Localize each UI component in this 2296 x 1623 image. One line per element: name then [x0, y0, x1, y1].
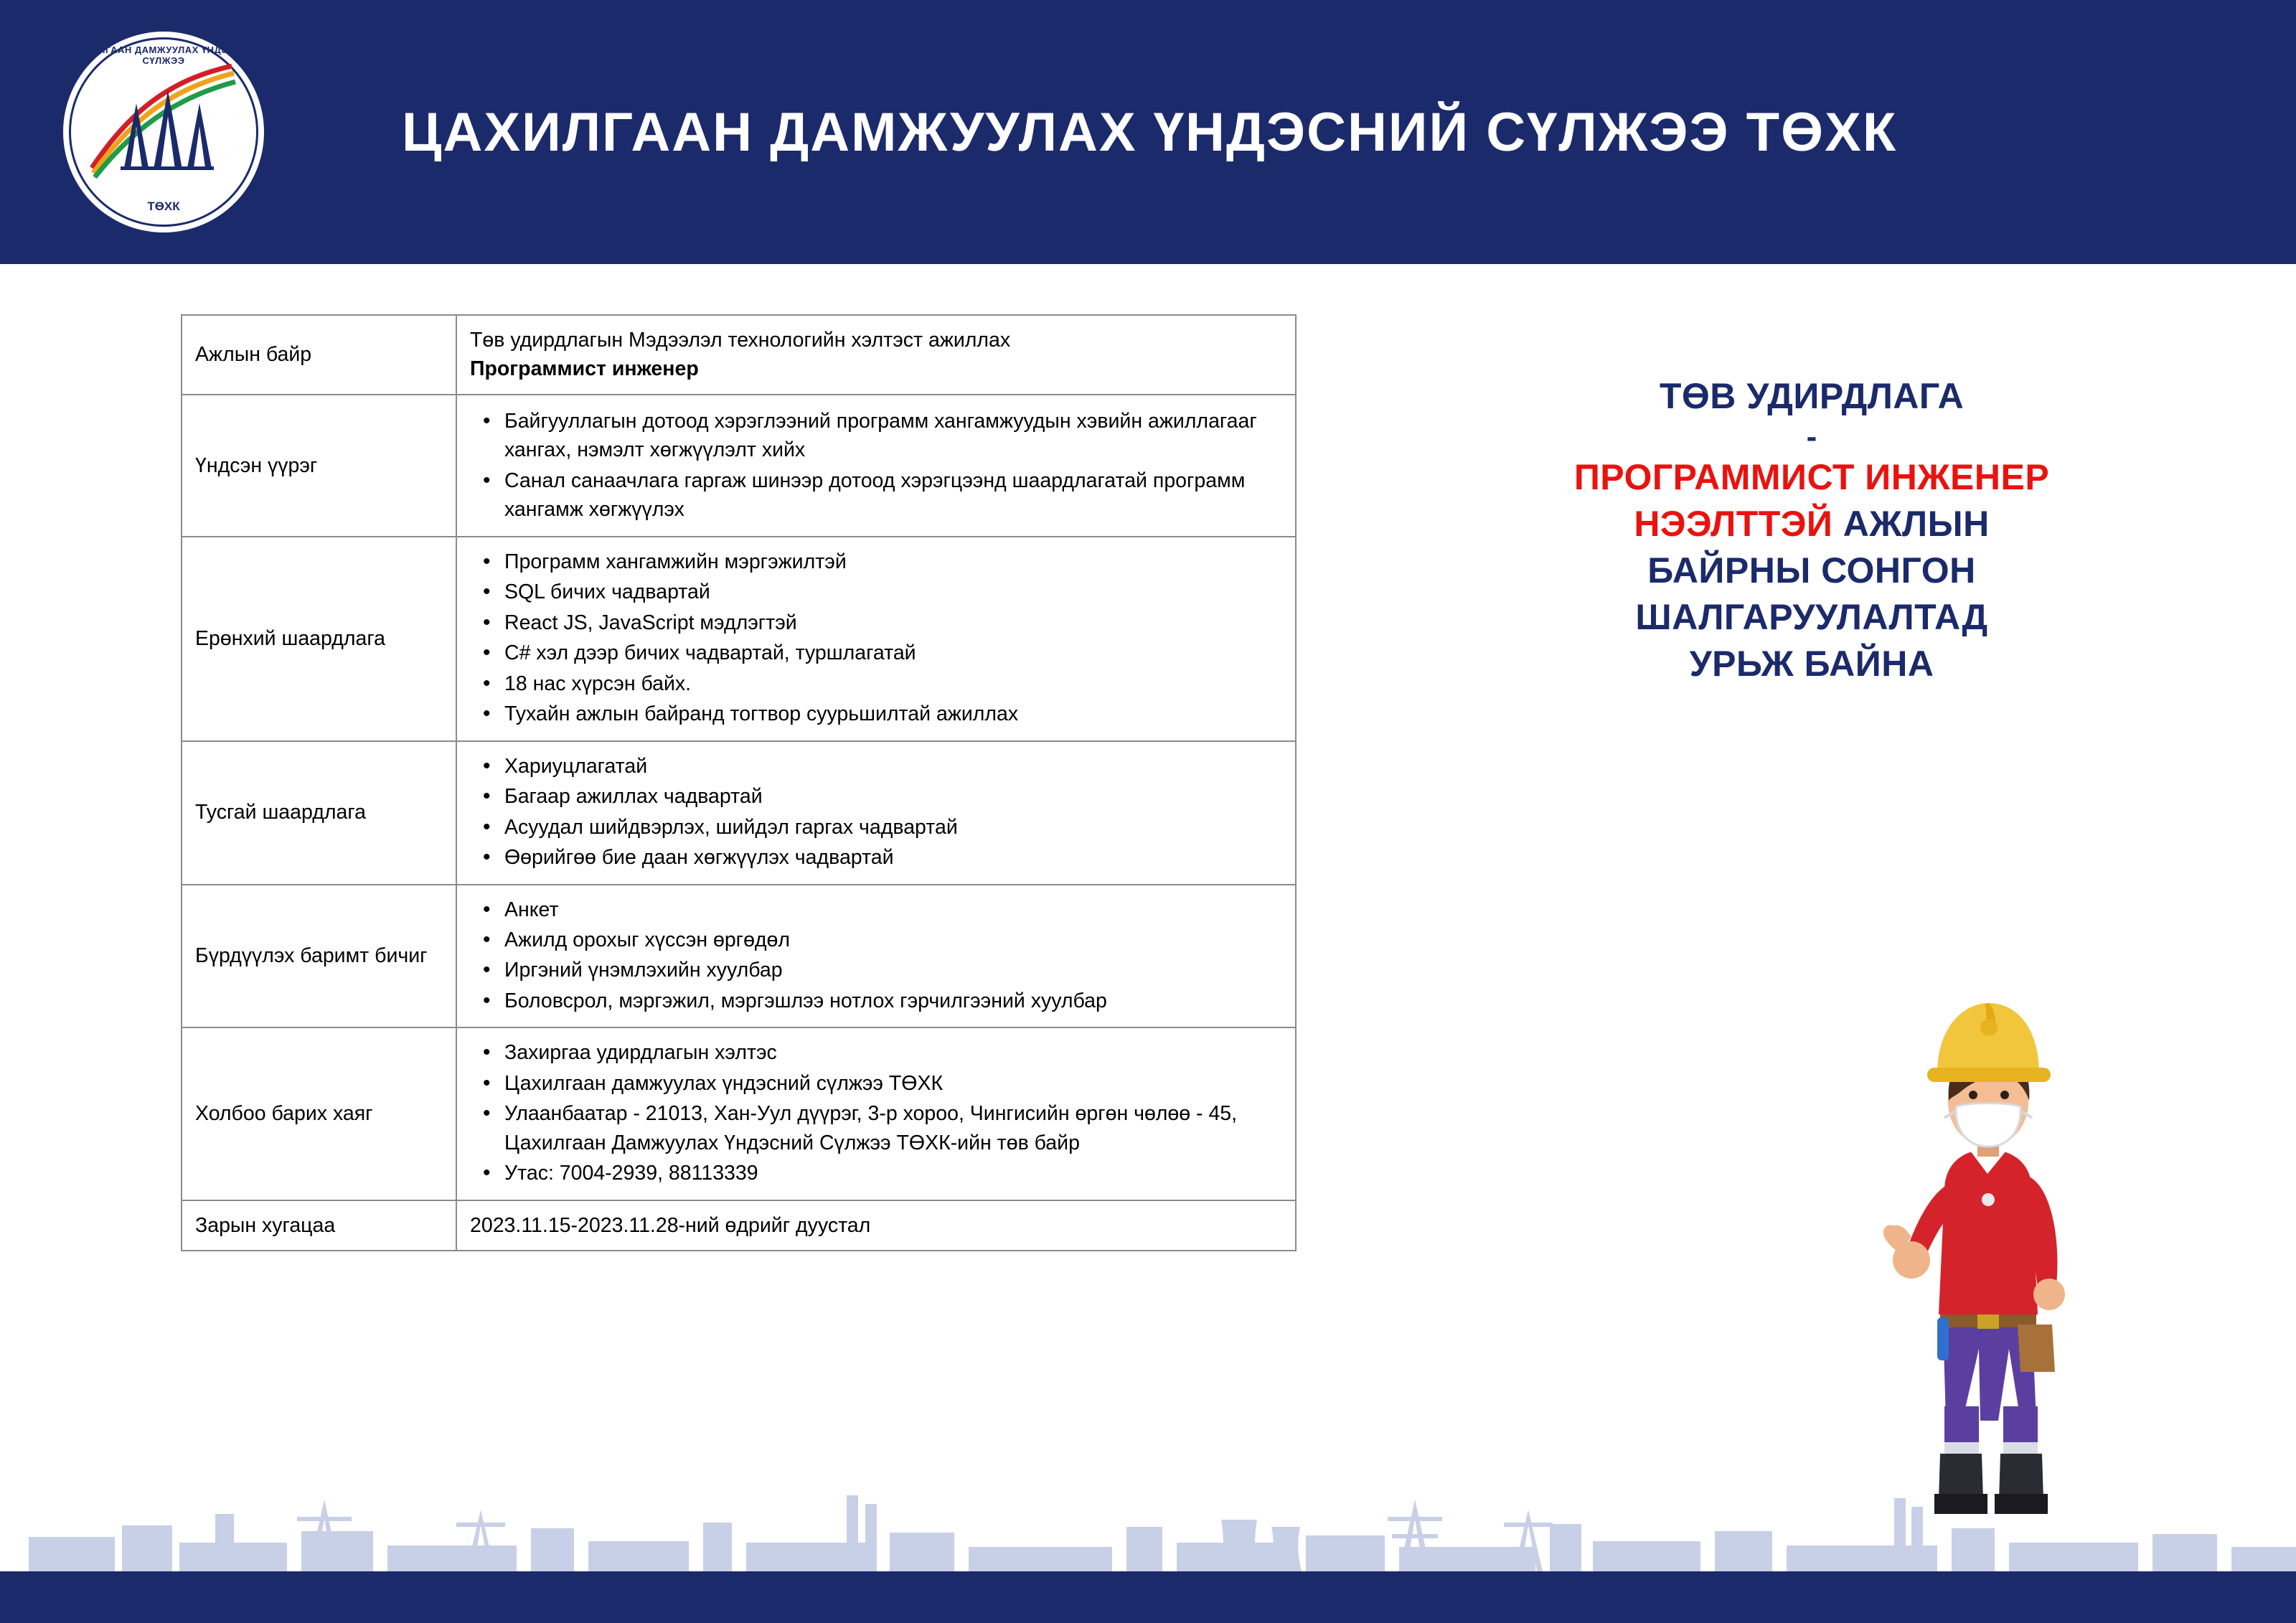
announcement-line-6: УРЬЖ БАЙНА: [1689, 644, 1934, 685]
skyline-decoration: [0, 1485, 2296, 1571]
footer-bar: [0, 1571, 2296, 1623]
row-label: Үндсэн үүрэг: [182, 395, 456, 537]
row-value: [456, 395, 1296, 537]
list-item: • Боловсрол, мэргэжил, мэргэшлээ нотлох гэрчилгээний хуулбар: [503, 987, 1282, 1015]
list-item: • Захиргаа удирдлагын хэлтэс: [503, 1038, 1282, 1067]
list-item: • Иргэний үнэмлэхийн хуулбар: [503, 956, 1282, 984]
list-item: • Асуудал шийдвэрлэх, шийдэл гаргах чадвартай: [503, 813, 1282, 842]
logo-bottom-text: ТӨХК: [147, 199, 180, 213]
list-item: • Цахилгаан дамжуулах үндэсний сүлжээ ТӨХК: [503, 1069, 1282, 1098]
announcement-line-3-red: НЭЭЛТТЭЙ: [1634, 504, 1833, 545]
row-line: Төв удирдлагын Мэдээлэл технологийн хэлтэст ажиллах: [470, 329, 1011, 352]
list-item: • Багаар ажиллах чадвартай: [503, 782, 1282, 811]
row-label: Бүрдүүлэх баримт бичиг: [182, 885, 456, 1028]
row-value: [456, 741, 1296, 885]
row-value: [456, 885, 1296, 1028]
table-row: [182, 1200, 1296, 1251]
table-row: [182, 885, 1296, 1028]
bullet-list: [470, 1038, 1282, 1187]
announcement-block: [1406, 373, 2217, 687]
logo-pylon-icon: [85, 60, 243, 182]
page-title: ЦАХИЛГААН ДАМЖУУЛАХ ҮНДЭСНИЙ СҮЛЖЭЭ ТӨХК: [402, 101, 1898, 163]
announcement-line-4: БАЙРНЫ СОНГОН: [1647, 550, 1976, 591]
announcement-line-5: ШАЛГАРУУЛАЛТАД: [1635, 597, 1988, 638]
job-info-table-wrap: [181, 314, 1297, 1251]
announcement-dash: -: [1806, 419, 1817, 454]
row-value: [456, 315, 1296, 395]
row-label: Ажлын байр: [182, 315, 456, 395]
table-row: [182, 741, 1296, 885]
list-item: • Өөрийгөө бие даан хөгжүүлэх чадвартай: [503, 843, 1282, 872]
row-line-bold: Программист инженер: [470, 357, 699, 381]
list-item: • Анкет: [503, 895, 1282, 924]
list-item: • C# хэл дээр бичих чадвартай, туршлагатай: [503, 639, 1282, 667]
announcement-line-2: ПРОГРАММИСТ ИНЖЕНЕР: [1573, 457, 2050, 498]
list-item: • Улаанбаатар - 21013, Хан-Уул дүүрэг, 3-р хороо, Чингисийн өргөн чөлөө - 45, Цахилгаан Дамжуулах Үндэсний Сүлжээ ТӨХК-ийн төв байр: [503, 1099, 1282, 1157]
row-label: Холбоо барих хаяг: [182, 1027, 456, 1200]
job-info-table: [181, 314, 1297, 1251]
row-label: Тусгай шаардлага: [182, 741, 456, 885]
list-item: • 18 нас хүрсэн байх.: [503, 669, 1282, 698]
table-row: [182, 315, 1296, 395]
list-item: • Утас: 7004-2939, 88113339: [503, 1159, 1282, 1187]
row-label: Ерөнхий шаардлага: [182, 537, 456, 741]
list-item: • Хариуцлагатай: [503, 752, 1282, 781]
table-row: [182, 395, 1296, 537]
row-value: [456, 537, 1296, 741]
worker-pointing-illustration: [1837, 947, 2138, 1535]
row-value: 2023.11.15-2023.11.28-ний өдрийг дуустал: [456, 1200, 1296, 1251]
list-item: • React JS, JavaScript мэдлэгтэй: [503, 608, 1282, 637]
table-row: [182, 537, 1296, 741]
row-label: Зарын хугацаа: [182, 1200, 456, 1251]
logo-top-text: ЦАХИЛГААН ДАМЖУУЛАХ ҮНДЭСНИЙ СҮЛЖЭЭ: [70, 44, 257, 66]
logo-circle: [63, 32, 264, 232]
bullet-list: [470, 895, 1282, 1016]
bullet-list: [470, 752, 1282, 872]
announcement-line-3: [1406, 501, 2217, 547]
company-logo: [63, 32, 264, 232]
announcement-line-3-navy: АЖЛЫН: [1832, 504, 1990, 545]
list-item: • Ажилд орохыг хүссэн өргөдөл: [503, 926, 1282, 954]
list-item: • Байгууллагын дотоод хэрэглээний программ хангамжуудын хэвийн ажиллагааг хангах, нэмэлт хөгжүүлэлт хийх: [503, 407, 1282, 465]
announcement-line-1: ТӨВ УДИРДЛАГА: [1659, 376, 1965, 416]
table-row: [182, 1027, 1296, 1200]
bullet-list: [470, 547, 1282, 729]
bullet-list: [470, 407, 1282, 524]
list-item: • Санал санаачлага гаргаж шинээр дотоод хэрэгцээнд шаардлагатай программ хангамж хөгжүүлэх: [503, 466, 1282, 524]
list-item: • Программ хангамжийн мэргэжилтэй: [503, 547, 1282, 576]
list-item: • SQL бичих чадвартай: [503, 578, 1282, 606]
list-item: • Тухайн ажлын байранд тогтвор суурьшилтай ажиллах: [503, 700, 1282, 728]
page-header: [0, 0, 2296, 264]
row-value: [456, 1027, 1296, 1200]
